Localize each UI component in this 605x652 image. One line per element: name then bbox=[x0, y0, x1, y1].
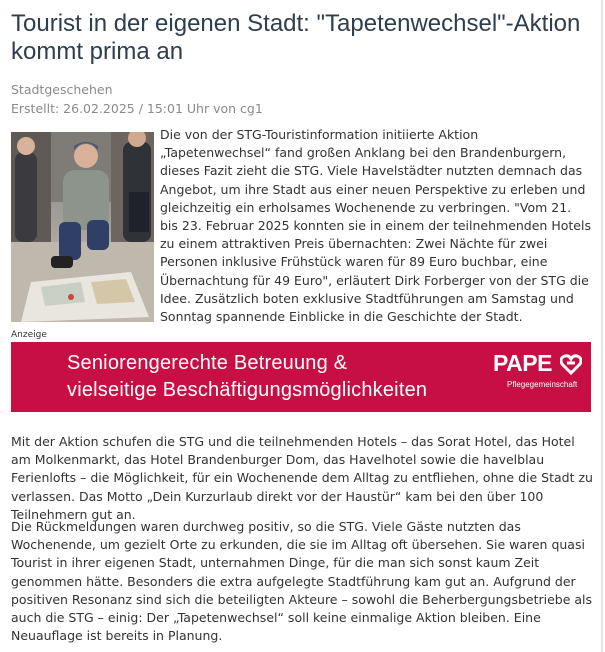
pape-logo bbox=[493, 350, 585, 404]
ad-headline-line1: Seniorengerechte Betreuung & bbox=[67, 352, 348, 374]
article-meta bbox=[11, 80, 263, 118]
article-category[interactable]: Stadtgeschehen bbox=[11, 82, 113, 97]
ad-brand-name: PAPE bbox=[493, 350, 552, 376]
pape-heart-icon bbox=[560, 353, 582, 375]
article-paragraph: Die Rückmeldungen waren durchweg positiv, so die STG. Viele Gäste nutzten das Wochenende, um gezielt Orte zu erkunden, die sie im Alltag oft übersehen. Sie waren quasi Tourist in ihrer eigenen Stadt, unternahmen Dinge, für die man sich sonst kaum Zeit genommen hätte. Besonders die extra aufgelegte Stadtführung kam gut an. Aufgrund der positiven Resonanz sind sich die beteiligten Akteure – sowohl die Beherbergungsbetriebe als auch die STG – einig: Der „Tapetenwechsel“ soll keine einmalige Aktion bleiben. Eine Neuauflage ist bereits in Planung. bbox=[11, 519, 593, 644]
advertisement-banner[interactable] bbox=[11, 342, 591, 412]
article-photo[interactable] bbox=[11, 132, 154, 322]
tour-guide-photo-illustration bbox=[11, 132, 154, 322]
ad-brand-subtitle: Pflegegemeinschaft bbox=[507, 380, 578, 389]
article-created: Erstellt: 26.02.2025 / 15:01 Uhr von cg1 bbox=[11, 101, 263, 116]
ad-label: Anzeige bbox=[11, 330, 47, 340]
article-paragraph: Mit der Aktion schufen die STG und die teilnehmenden Hotels – das Sorat Hotel, das Hotel am Molkenmarkt, das Hotel Brandenburger Dom, das Havelhotel sowie die havelblau Ferienlofts – die Möglichkeit, für ein Wochenende dem Alltag zu entfliehen, ohne die Stadt zu verlassen. Das Motto „Dein Kurzurlaub direkt vor der Haustür“ kam bei den über 100 Teilnehmern gut an. bbox=[11, 434, 593, 522]
article-title: Tourist in der eigenen Stadt: "Tapetenwechsel"-Aktion kommt prima an bbox=[11, 10, 581, 65]
article-intro: Die von der STG-Touristinformation initiierte Aktion „Tapetenwechsel“ fand großen Anklang bei den Brandenburgern, dieses Fazit zieht die STG. Viele Havelstädter nutzten demnach das Angebot, um ihre Stadt aus einer neuen Perspektive zu erleben und gleichzeitig ein erholsames Wochenende zu verbringen. "Vom 21. bis 23. Februar 2025 konnten sie in einem der teilnehmenden Hotels zu einem attraktiven Preis übernachten: Zwei Nächte für zwei Personen inklusive Frühstück waren für 89 Euro buchbar, eine Übernachtung für 49 Euro", erläutert Dirk Forberger von der STG die Idee. Zusätzlich boten exklusive Stadtführungen am Samstag und Sonntag spannende Einblicke in die Geschichte der Stadt. bbox=[160, 127, 591, 325]
ad-headline-line2: vielseitige Beschäftigungsmöglichkeiten bbox=[67, 379, 428, 401]
